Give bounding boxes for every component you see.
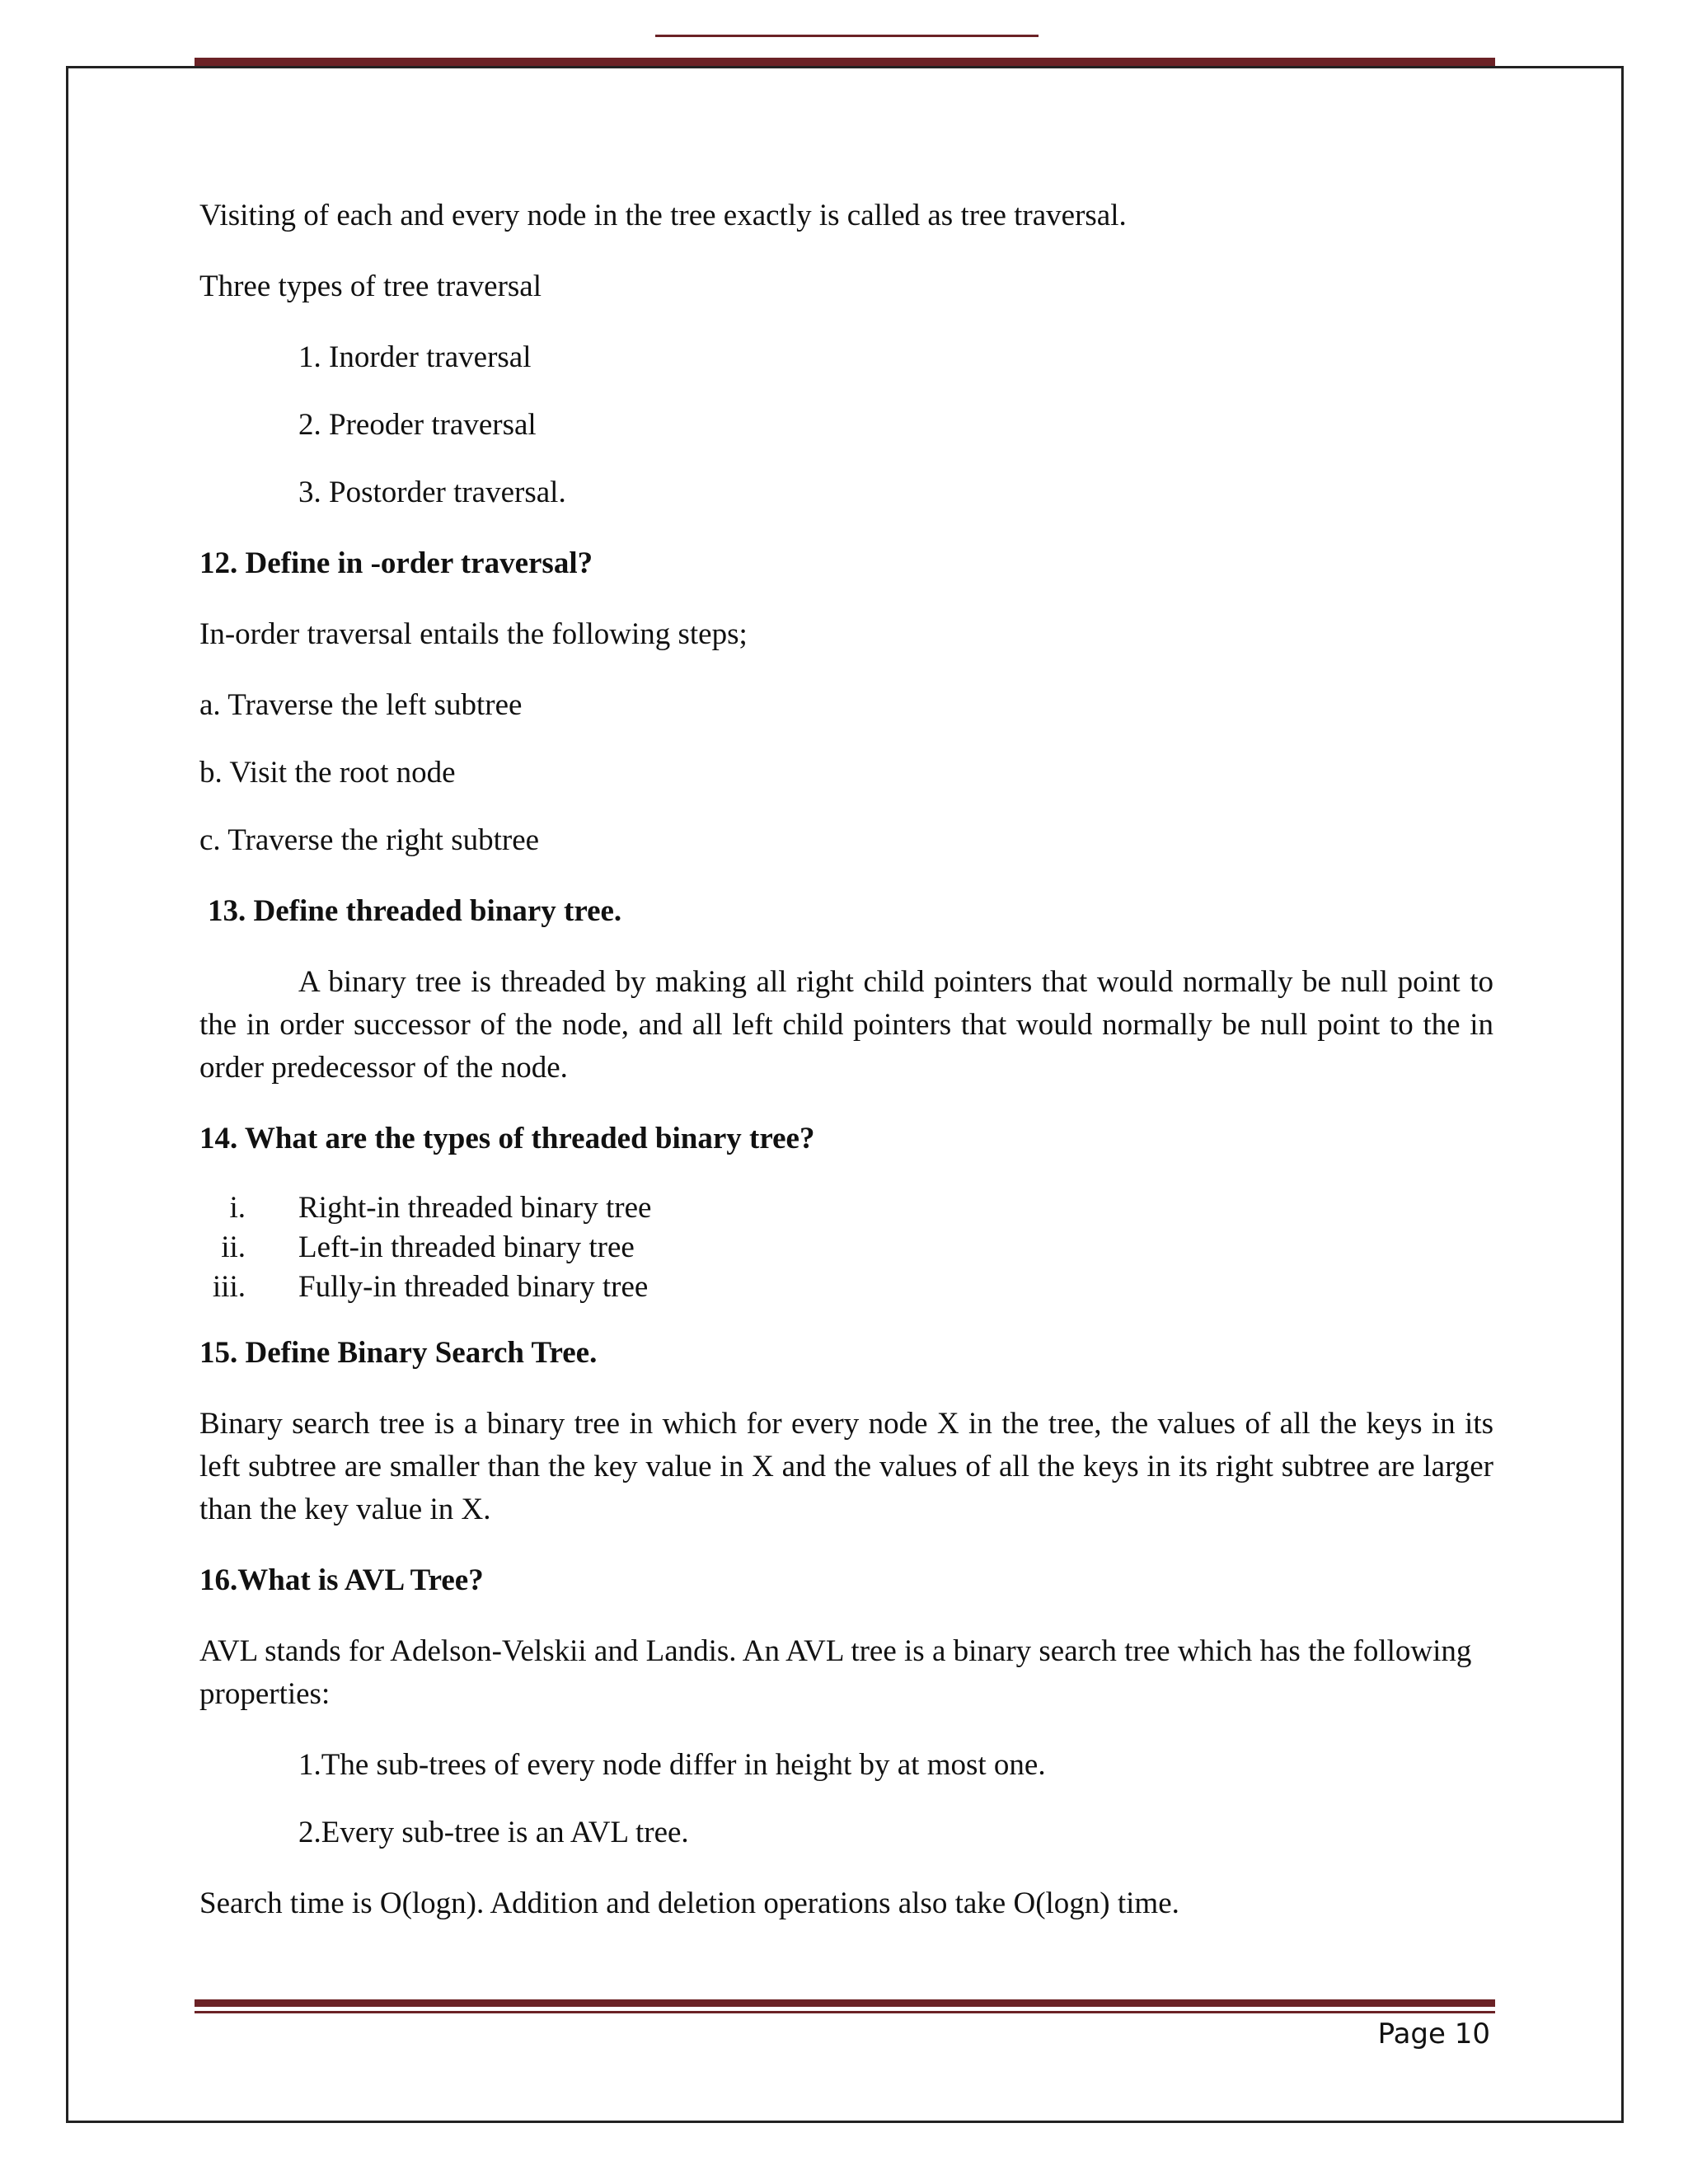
list-item: ii. Left-in threaded binary tree bbox=[221, 1230, 635, 1264]
heading-q13: 13. Define threaded binary tree. bbox=[208, 894, 622, 928]
q16-closing: Search time is O(logn). Addition and deletion operations also take O(logn) time. bbox=[199, 1886, 1179, 1920]
traversal-type: 3. Postorder traversal. bbox=[298, 476, 566, 509]
footer-bar bbox=[195, 1999, 1495, 2007]
top-rule bbox=[655, 35, 1039, 37]
q12-step: a. Traverse the left subtree bbox=[199, 688, 523, 722]
q12-text: In-order traversal entails the following steps; bbox=[199, 617, 748, 651]
list-item: iii. Fully-in threaded binary tree bbox=[212, 1270, 649, 1304]
traversal-type: 2. Preoder traversal bbox=[298, 408, 537, 442]
page-content bbox=[199, 194, 1493, 1925]
intro-text: Visiting of each and every node in the tree exactly is called as tree traversal. bbox=[199, 199, 1127, 232]
page-number: Page 10 bbox=[1377, 2018, 1490, 2050]
header-bar bbox=[195, 58, 1495, 66]
threaded-types-list bbox=[199, 1188, 1493, 1307]
q12-step: b. Visit the root node bbox=[199, 756, 456, 790]
traversal-type: 1. Inorder traversal bbox=[298, 340, 532, 374]
avl-property: 2.Every sub-tree is an AVL tree. bbox=[298, 1816, 689, 1849]
footer-rule bbox=[195, 2011, 1495, 2013]
heading-q14: 14. What are the types of threaded binary tree? bbox=[199, 1122, 815, 1155]
heading-q15: 15. Define Binary Search Tree. bbox=[199, 1336, 598, 1370]
heading-q12: 12. Define in -order traversal? bbox=[199, 546, 593, 580]
heading-q16: 16.What is AVL Tree? bbox=[199, 1563, 484, 1597]
q12-step: c. Traverse the right subtree bbox=[199, 823, 540, 857]
q16-text: AVL stands for Adelson-Velskii and Landis. An AVL tree is a binary search tree which has the following properties: bbox=[199, 1634, 1472, 1711]
list-item: i. Right-in threaded binary tree bbox=[229, 1191, 652, 1225]
avl-property: 1.The sub-trees of every node differ in height by at most one. bbox=[298, 1748, 1046, 1782]
q13-text: A binary tree is threaded by making all right child pointers that would normally be null point to the in order successor of the node, and all left child pointers that would normally be null point to the in order predecessor of the node. bbox=[199, 965, 1493, 1085]
q15-text: Binary search tree is a binary tree in which for every node X in the tree, the values of all the keys in its left subtree are smaller than the key value in X and the values of all the keys in its right subtree are larger than the key value in X. bbox=[199, 1407, 1493, 1526]
types-intro: Three types of tree traversal bbox=[199, 269, 542, 303]
